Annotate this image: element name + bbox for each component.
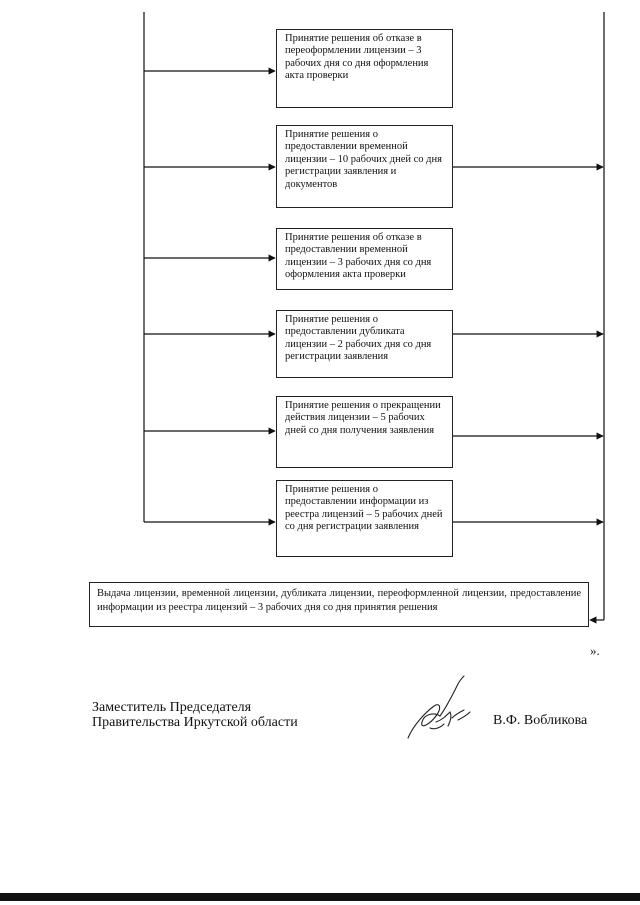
flow-box-3-text: Принятие решения об отказе в предоставлении временной лицензии – 3 рабочих дня со дня оформления акта проверки [285,232,432,281]
flow-box-5-text: Принятие решения о прекращении действия лицензии – 5 рабочих дней со дня получения заявления [285,400,441,436]
flow-box-2 [276,125,453,208]
flow-box-6 [276,480,453,557]
signer-title [92,700,298,730]
signer-name: В.Ф. Вобликова [493,713,588,728]
flow-box-4 [276,310,453,378]
final-box-text: Выдача лицензии, временной лицензии, дубликата лицензии, переоформленной лицензии, предоставление информации из реестра лицензий – 3 рабочих дня со дня принятия решения [97,588,581,613]
flow-box-1 [276,29,453,108]
signer-title-line-2: Правительства Иркутской области [92,715,298,730]
flow-box-2-text: Принятие решения о предоставлении временной лицензии – 10 рабочих дней со дня регистрации заявления и документов [285,129,442,190]
flow-box-1-text: Принятие решения об отказе в переоформлении лицензии – 3 рабочих дня со дня оформления акта проверки [285,33,429,82]
flow-box-6-text: Принятие решения о предоставлении информации из реестра лицензий – 5 рабочих дней со дня регистрации заявления [285,484,443,533]
flow-box-4-text: Принятие решения о предоставлении дубликата лицензии – 2 рабочих дня со дня регистрации заявления [285,314,432,363]
flow-box-3 [276,228,453,290]
signer-title-line-1: Заместитель Председателя [92,700,252,715]
page-bottom-bar [0,893,640,901]
final-box [89,582,589,627]
handwritten-signature [400,672,480,747]
closing-quote-mark: ». [590,643,600,658]
flow-box-5 [276,396,453,468]
